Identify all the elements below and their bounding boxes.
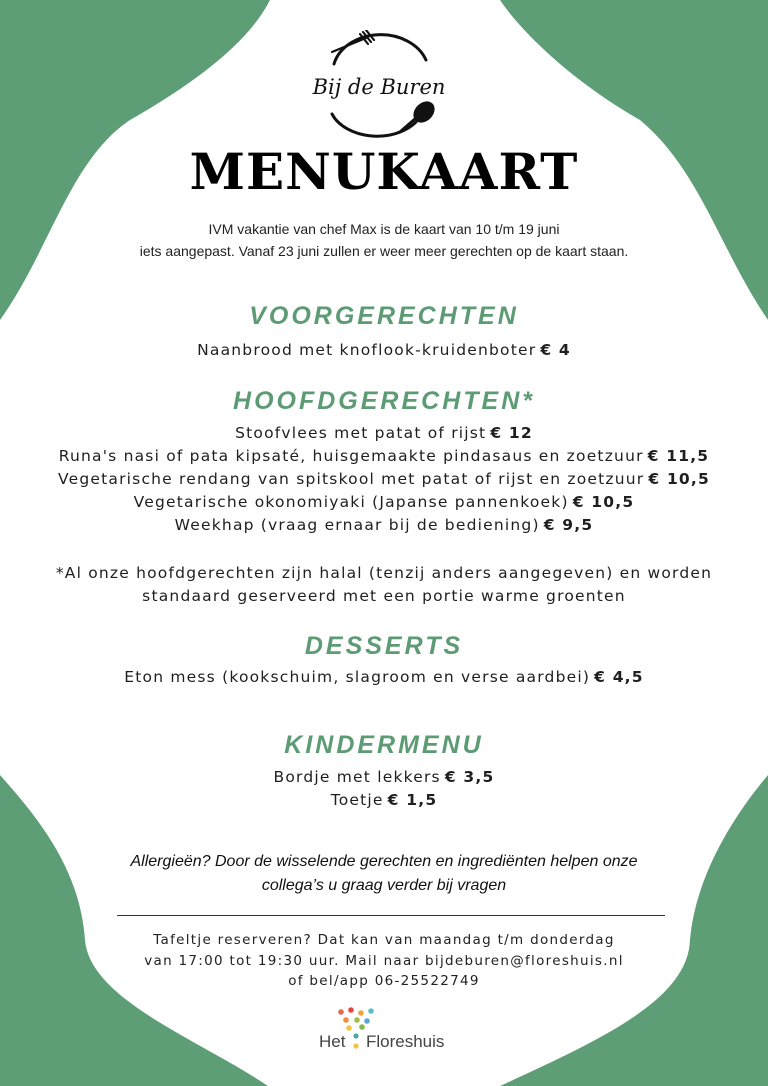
kindermenu-list (0, 766, 768, 812)
menu-item (0, 766, 768, 789)
item-name: Vegetarische okonomiyaki (Japanse pannenkoek) (133, 493, 569, 511)
notice-line: IVM vakantie van chef Max is de kaart van 10 t/m 19 juni (208, 221, 560, 237)
item-price: € 3,5 (444, 768, 495, 786)
bij-de-buren-logo (304, 30, 454, 140)
item-name: Toetje (330, 791, 384, 809)
section-title-desserts: DESSERTS (304, 632, 464, 660)
het-floreshuis-logo (316, 1006, 466, 1056)
section-title-kindermenu: KINDERMENU (284, 731, 484, 759)
hoofdgerechten-list (0, 422, 768, 537)
note-line: standaard geserveerd met een portie warme groenten (142, 587, 626, 605)
menu-item (0, 514, 768, 537)
notice-line: iets aangepast. Vanaf 23 juni zullen er weer meer gerechten op de kaart staan. (139, 243, 629, 259)
item-name: Vegetarische rendang van spitskool met patat of rijst en zoetzuur (58, 470, 645, 488)
menu-item (0, 422, 768, 445)
divider (117, 915, 665, 916)
vacation-notice (0, 218, 768, 262)
item-name: Runa's nasi of pata kipsaté, huisgemaakte pindasaus en zoetzuur (58, 447, 644, 465)
item-name: Eton mess (kookschuim, slagroom en verse aardbei) (124, 668, 591, 686)
allergy-line: collega’s u graag verder bij vragen (261, 877, 507, 894)
halal-note (0, 562, 768, 608)
logo-word-het: Het (319, 1032, 346, 1051)
allergy-note (0, 850, 768, 898)
spoon-icon (400, 97, 439, 132)
item-price: € 10,5 (572, 493, 635, 511)
contact-line: of bel/app 06-25522749 (288, 973, 480, 989)
page-title: MENUKAART (189, 142, 579, 201)
section-title-hoofdgerechten: HOOFDGERECHTEN* (233, 387, 535, 415)
contact-line: van 17:00 tot 19:30 uur. Mail naar bijdeburen@floreshuis.nl (144, 952, 624, 969)
menu-item (0, 468, 768, 491)
item-price: € 4 (540, 341, 571, 359)
contact-line: Tafeltje reserveren? Dat kan van maandag t/m donderdag (153, 932, 615, 948)
item-price: € 4,5 (594, 668, 644, 686)
item-price: € 9,5 (543, 516, 594, 534)
item-price: € 11,5 (647, 447, 710, 465)
desserts-list (0, 666, 768, 689)
item-name: Bordje met lekkers (273, 768, 441, 786)
allergy-line: Allergieën? Door de wisselende gerechten en ingrediënten helpen onze (130, 853, 638, 870)
logo-word-floreshuis: Floreshuis (366, 1032, 445, 1051)
menu-item (0, 491, 768, 514)
section-title-voorgerechten: VOORGERECHTEN (249, 302, 519, 330)
item-name: Naanbrood met knoflook-kruidenboter (197, 341, 537, 359)
menu-item (0, 666, 768, 689)
item-price: € 12 (490, 424, 533, 442)
note-line: *Al onze hoofdgerechten zijn halal (tenzij anders aangegeven) en worden (55, 564, 713, 582)
menu-item (0, 339, 768, 362)
item-price: € 10,5 (648, 470, 710, 488)
logo-brand-text: Bij de Buren (312, 75, 446, 99)
menu-item (0, 445, 768, 468)
item-name: Stoofvlees met patat of rijst (235, 424, 487, 442)
item-price: € 1,5 (387, 791, 438, 809)
contact-info (0, 930, 768, 992)
item-name: Weekhap (vraag ernaar bij de bediening) (174, 516, 540, 534)
menu-item (0, 789, 768, 812)
voorgerechten-list (0, 339, 768, 362)
